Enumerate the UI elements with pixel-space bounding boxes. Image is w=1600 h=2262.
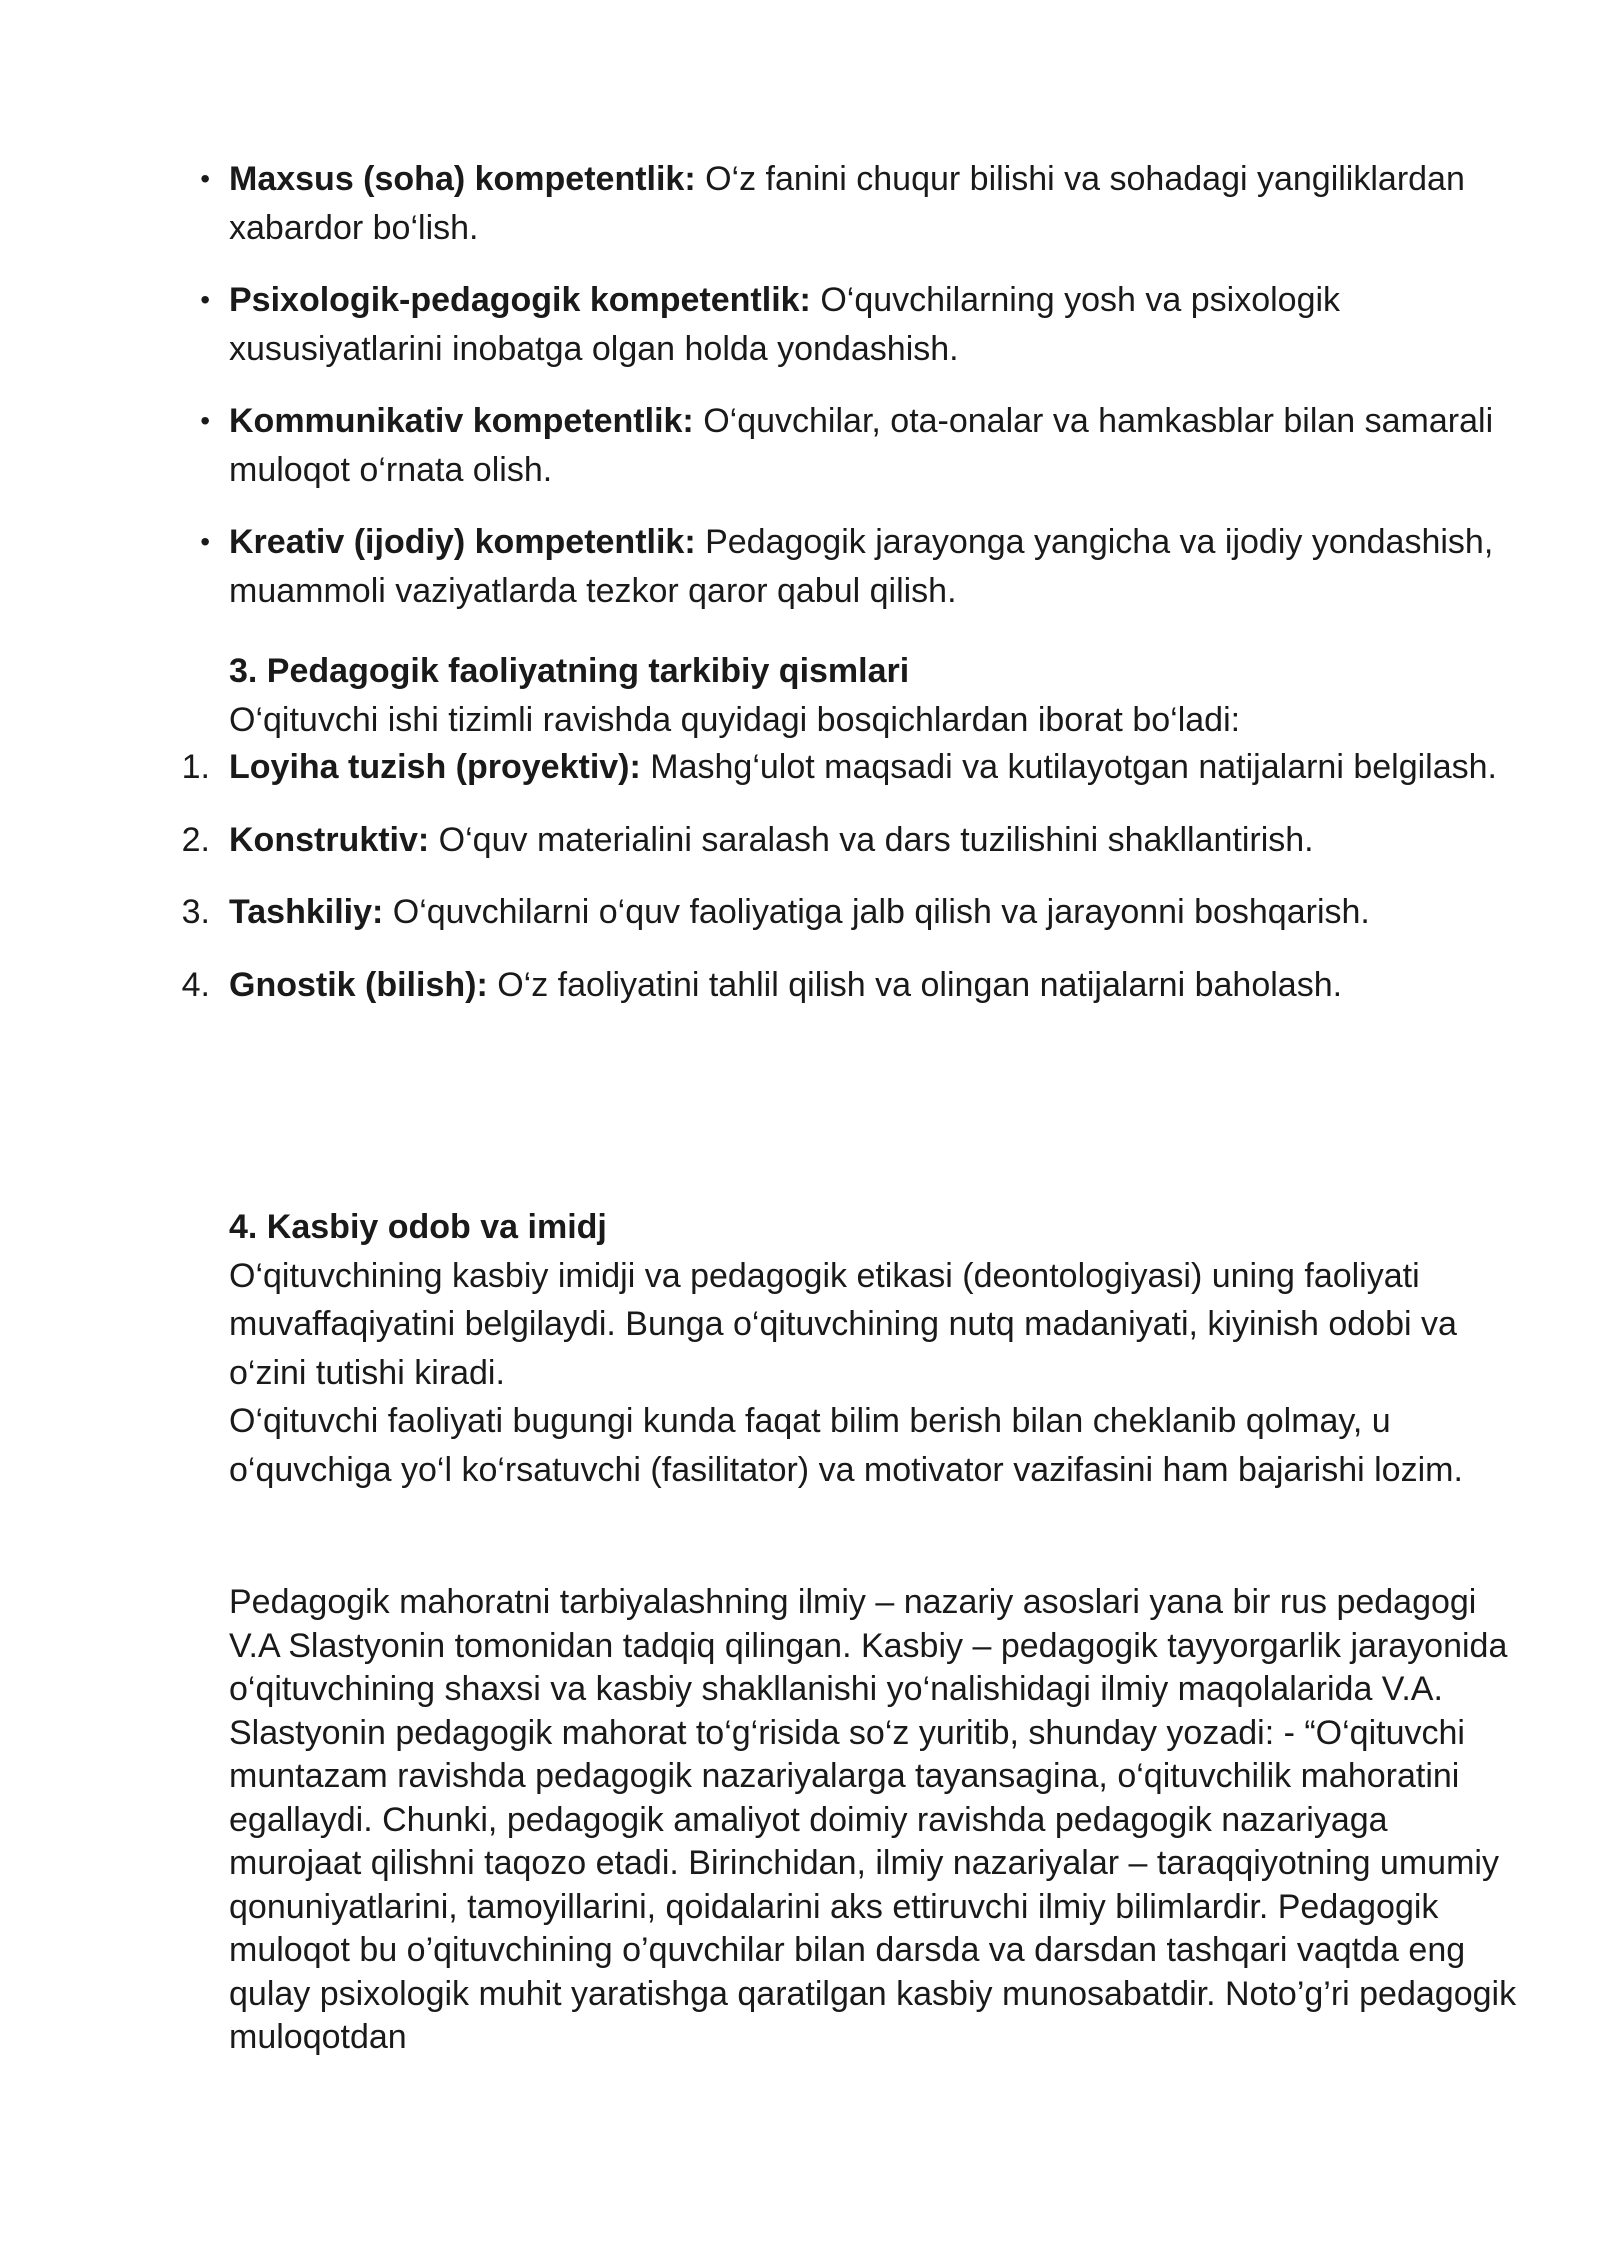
section-3-header <box>229 647 1529 744</box>
competency-list <box>0 155 1600 639</box>
stage-text: O‘z faoliyatini tahlil qilish va olingan natijalarni baholash. <box>487 965 1343 1004</box>
list-number: 4. <box>181 965 210 1004</box>
list-item <box>0 888 1514 937</box>
section-4 <box>229 1203 1529 1494</box>
paragraph: Pedagogik mahoratni tarbiyalashning ilmiy – nazariy asoslari yana bir rus pedagogi V.A Slastyonin tomonidan tadqiq qilingan. Kasbiy – pedagogik tayyorgarlik jarayonida o‘qituvchining shaxsi va kasbiy shakllanishi yo‘nalishidagi ilmiy maqolalarida V.A. Slastyonin pedagogik mahorat to‘g‘risida so‘z yuritib, shunday yozadi: - “O‘qituvchi muntazam ravishda pedagogik nazariyalarga tayansagina, o‘qituvchilik mahoratini egallaydi. Chunki, pedagogik amaliyot doimiy ravishda pedagogik nazariyaga murojaat qilishni taqozo etadi. Birinchidan, ilmiy nazariyalar – taraqqiyotning umumiy qonuniyatlarini, tamoyillarini, qoidalarini aks ettiruvchi ilmiy bilimlardir. Pedagogik muloqot bu o’qituvchining o’quvchilar bilan darsda va darsdan tashqari vaqtda eng qulay psixologik muhit yaratishga qaratilgan kasbiy munosabatdir. Noto’g’ri pedagogik muloqotdan <box>229 1583 1517 2056</box>
list-item <box>0 276 1514 373</box>
stage-term: Konstruktiv: <box>229 820 430 859</box>
list-item <box>0 961 1514 1010</box>
list-item <box>0 397 1514 494</box>
section-heading: 3. Pedagogik faoliyatning tarkibiy qismlari <box>229 652 910 690</box>
list-item <box>0 743 1514 792</box>
bullet-marker: • <box>200 284 210 315</box>
competency-text: Pedagogik jarayonga yangicha va ijodiy yondashish, muammoli vaziyatlarda tezkor qaror qabul qilish. <box>229 523 1494 610</box>
stage-term: Tashkiliy: <box>229 893 384 931</box>
competency-text: O‘quvchilar, ota-onalar va hamkasblar bilan samarali muloqot o‘rnata olish. <box>229 402 1494 489</box>
list-number: 3. <box>181 893 210 931</box>
competency-term: Kreativ (ijodiy) kompetentlik: <box>229 523 696 561</box>
bullet-marker: • <box>200 163 210 194</box>
stages-list <box>0 743 1600 1033</box>
stage-text: Mashg‘ulot maqsadi va kutilayotgan natijalarni belgilash. <box>640 748 1497 786</box>
competency-text: O‘z fanini chuqur bilishi va sohadagi yangiliklardan xabardor bo‘lish. <box>229 160 1465 247</box>
list-number: 2. <box>181 820 210 859</box>
competency-term: Psixologik-pedagogik kompetentlik: <box>229 281 811 319</box>
list-number: 1. <box>181 748 210 786</box>
stage-term: Loyiha tuzish (proyektiv): <box>229 748 641 786</box>
stage-term: Gnostik (bilish): <box>229 965 488 1004</box>
stage-text: O‘quv materialini saralash va dars tuzilishini shakllantirish. <box>429 820 1314 859</box>
bullet-marker: • <box>200 405 210 436</box>
list-item <box>0 816 1514 865</box>
competency-term: Maxsus (soha) kompetentlik: <box>229 160 696 198</box>
section-intro: O‘qituvchi ishi tizimli ravishda quyidagi bosqichlardan iborat bo‘ladi: <box>229 700 1241 739</box>
competency-text: O‘quvchilarning yosh va psixologik xususiyatlarini inobatga olgan holda yondashish. <box>229 281 1341 368</box>
list-item <box>0 155 1514 252</box>
section-heading: 4. Kasbiy odob va imidj <box>229 1208 607 1246</box>
competency-term: Kommunikativ kompetentlik: <box>229 402 694 440</box>
list-item <box>0 518 1514 615</box>
stage-text: O‘quvchilarni o‘quv faoliyatiga jalb qilish va jarayonni boshqarish. <box>383 893 1370 931</box>
paragraph: O‘qituvchi faoliyati bugungi kunda faqat bilim berish bilan cheklanib qolmay, u o‘quvchiga yo‘l ko‘rsatuvchi (fasilitator) va motivator vazifasini ham bajarishi lozim. <box>229 1402 1463 1489</box>
bullet-marker: • <box>200 526 210 557</box>
paragraph: O‘qituvchining kasbiy imidji va pedagogik etikasi (deontologiyasi) uning faoliyati muvaffaqiyatini belgilaydi. Bunga o‘qituvchining nutq madaniyati, kiyinish odobi va o‘zini tutishi kiradi. <box>229 1256 1457 1392</box>
